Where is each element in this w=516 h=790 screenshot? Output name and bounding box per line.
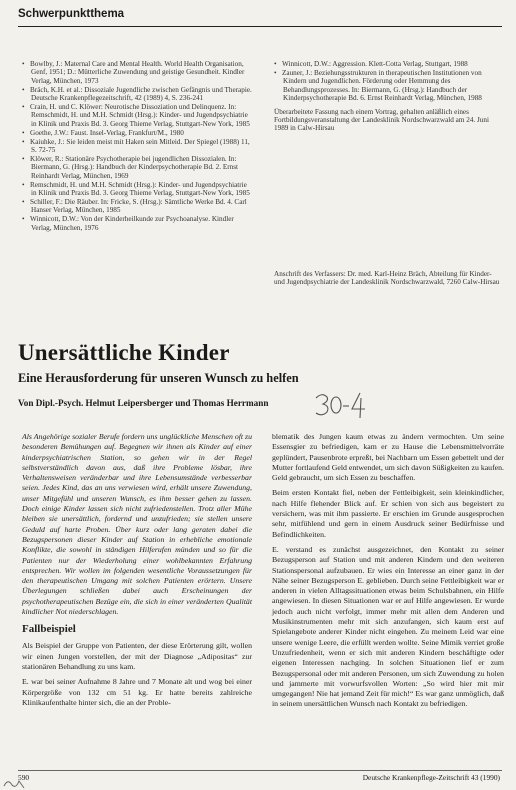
reference-bullet: • [22,128,25,137]
journal-name: Deutsche Krankenpflege-Zeitschrift 43 (1990) [362,773,500,782]
reference-text: Klöwer, R.: Stationäre Psychotherapie bei jugendlichen Dissozialen. In: Biermann, G. (Hrsg.): Handbuch der Kinderpsychotherapie Bd. 2. Ernst Reinhardt Verlag, München, 1969 [30,154,238,180]
header-rule [18,26,502,27]
reference-item [22,60,254,85]
section-heading-fallbeispiel: Fallbeispiel [22,623,76,636]
article-intro: Als Angehörige sozialer Berufe fordern uns unglückliche Menschen oft zu besonderen Bemühungen auf. Begegnen wir ihnen als Kinder auf einer kinderpsychiatrischen Station, so gehen wir in der Regel selbstverständlich davon aus, daß ihre Probleme lösbar, ihre Verhaltensweisen veränderbar und ihre Lebensumstände verbesserbar seien. Jedes Kind, das an uns verwiesen wird, erhält unsere Zuwendung, unser Mitgefühl und unseren Wunsch, es ihm besser gehen zu lassen. Doch einige Kinder lassen sich nicht zufriedenstellen. Trotz aller Mühe bleiben sie unersättlich, fordernd und unzufrieden; sie stellen unsere Geduld auf harte Proben. Über kurz oder lang geraten dabei die Bezugspersonen dieser Kinder auf Station in erhebliche emotionale Konflikte, die sowohl in ständigen Hilferufen münden und so für die Patienten nur der Wiederholung einer wohlbekannten Erfahrung entsprechen. Wir wollen im folgenden wesentliche Voraussetzungen für den therapeutischen Umgang mit solchen Patienten erörtern. Unsere Überlegungen schließen dabei auch Erscheinungen der psychotherapeutischen Bezüge ein, die sich in einer veränderten Qualität kindlicher Not niederschlagen. [22,432,252,617]
reference-text: Goethe, J.W.: Faust. Insel-Verlag, Frankfurt/M., 1980 [30,128,184,137]
reference-bullet: • [22,198,25,206]
reference-item [22,138,254,155]
body-column-right [272,432,504,715]
reference-item [274,69,502,103]
handwritten-note-image [312,390,370,420]
references-note: Überarbeitete Fassung nach einem Vortrag, gehalten anläßlich eines Fortbildungsveranstaltung der Landesklinik Nordschwarzwald am 24. Juni 1989 in Calw-Hirsau [274,107,489,133]
page-number: 590 [18,773,30,782]
reference-item [22,86,254,103]
reference-text: Kaiuhke, J.: Sie leiden meist mit Haken sein Mitleid. Der Spiegel (1988) 11, S. 72-75 [30,137,250,155]
reference-bullet: • [274,60,277,68]
footer-rule [18,770,502,771]
reference-text: Crain, H. und C. Klöwer: Neurotische Dissoziation und Delinquenz. In: Remschmidt, H. und M.H. Schmidt (Hrsg.): Kinder- und Jugendpsychiatrie in Klinik und Praxis Bd. 3. Georg Thieme Verlag, Stuttgart-New York, 1985 [30,103,250,128]
reference-text: Bräch, K.H. et al.: Dissoziale Jugendliche zwischen Gefängnis und Therapie. Deutsche Krankenpflegezeitschrift, 42 (1989) 4, S. 236-241 [30,85,252,103]
reference-text: Zauner, J.: Beziehungsstrukturen in therapeutischen Institutionen von Kindern und Jugendlichen. Förderung oder Hemmung des Behandlungsprozesses. In: Biermann, G. (Hrsg.): Handbuch der Kinderpsychotherapie Bd. 6. Ernst Reinhardt Verlag, München, 1988 [282,68,482,103]
reference-bullet: • [22,215,25,224]
reference-item [22,198,254,215]
reference-bullet: • [22,60,25,68]
reference-text: Winnicott, D.W.: Von der Kinderheilkunde zur Psychoanalyse. Kindler Verlag, München, 1976 [30,215,234,232]
body-paragraph: Beim ersten Kontakt fiel, neben der Fettleibigkeit, sein kleinkindlicher, nach Hilfe flehender Blick auf. Er schien von sich aus begeistert zu versichern, was mit ihm passierte. Er erschien im Grunde ausgesprochen sehr, mitfühlend und gern in einem Ausdruck seiner Bedürfnisse und Befindlichkeiten. [272,488,504,539]
reference-text: Bowlby, J.: Maternal Care and Mental Health. World Health Organisation, Genf, 1951; D.: Mütterliche Zuwendung und geistige Gesundheit. Kindler Verlag, München, 1973 [30,60,245,85]
reference-item [274,60,502,68]
body-paragraph: E. verstand es zunächst ausgezeichnet, den Kontakt zu seiner Bezugsperson auf Station und mit anderen Kindern und den weiteren Stationspersonal aufzubauen. Er wies ein Interesse an einer ganz in der Nähe seiner Bezugsperson E. geblieben. Durch seine Fettleibigkeit war er anderen in vielen Alltagssituationen etwas beim Schulsbahnen, ein Hilfe angewiesen. In diesen Situationen war er auf Hilfe angewiesen. Er wurde jedoch auch nicht verfolgt, immer mehr mit allen dem Anderen und Musikinstrumenten mehr mit sich anzufangen, sich kaum erst auf Spielangebote anderer Kinder nicht eingehen. Zu meinem Leid war eine unsere wenige Leere, die erfüllt werden wollte. Seine Mimik verriet große Unzufriedenheit, wenn er sich mit anderen Kindern beschäftigte oder eigenen Interessen nachging. In solchen Situationen lief er zum Bezugspersonal oder mit anderen Personen, um sich Zuwendung zu holen und jammerte mit vorwurfsvollen Worten: „So wird hier mit mir umgegangen! Nie hat jemand Zeit für mich!“ Es war ganz unmöglich, daß in seinem unersättlichen Wunsch nach Kontakt zu befriedigen. [272,544,504,709]
body-paragraph: Als Beispiel der Gruppe von Patienten, der diese Erörterung gilt, wollen wir einen Jungen vorstellen, der mit der Diagnose „Adipositas“ zur stationären Behandlung zu uns kam. [22,641,252,671]
reference-item [22,215,254,232]
body-column-left [22,432,252,713]
article-byline: Von Dipl.-Psych. Helmut Leipersberger und Thomas Herrmann [18,398,269,408]
reference-item [22,103,254,128]
reference-bullet: • [274,68,277,77]
body-paragraph: E. war bei seiner Aufnahme 8 Jahre und 7 Monate alt und wog bei einer Körpergröße von 132 cm 51 kg. Er hatte bereits zahlreiche Klinikaufenthalte hinter sich, die an der Proble- [22,677,252,707]
article-subtitle: Eine Herausforderung für unseren Wunsch zu helfen [18,371,299,385]
margin-scribble-image [2,776,28,790]
article-title: Unersättliche Kinder [18,340,230,365]
reference-bullet: • [22,103,25,112]
reference-item [22,155,254,180]
section-label: Schwerpunktthema [18,8,125,20]
reference-item [22,181,254,198]
reference-bullet: • [22,154,25,163]
references-left [22,60,254,233]
reference-bullet: • [22,137,25,146]
reference-text: Remschmidt, H. und M.H. Schmidt (Hrsg.): Kinder- und Jugendpsychiatrie in Klinik und Praxis Bd. 3. Georg Thieme Verlag, Stuttgart-New York, 1985 [30,180,250,198]
reference-text: Winnicott, D.W.: Aggression. Klett-Cotta Verlag, Stuttgart, 1988 [282,60,468,68]
body-paragraph: blematik des Jungen kaum etwas zu ändern vermochten. Um seine Essensgier zu befriedigen, kam er zu Hause die Lebensmittelvorräte geplündert, Pausenbrote erpreßt, bei Nachbarn um Essen gebettelt und der Mutter fortlaufend Geld entwendet, um sich davon Süßigkeiten zu kaufen. Geld gebraucht, um sich Essen zu beschaffen. [272,432,504,483]
reference-bullet: • [22,180,25,189]
reference-bullet: • [22,85,25,94]
references-right [274,60,502,133]
author-address-note: Anschrift des Verfassers: Dr. med. Karl-Heinz Bräch, Abteilung für Kinder- und Jugendpsychiatrie der Landesklinik Nordschwarzwald, 7260 Calw-Hirsau [274,270,500,287]
reference-item [22,129,254,137]
reference-text: Schiller, F.: Die Räuber. In: Fricke, S. (Hrsg.): Sämtliche Werke Bd. 4. Carl Hanser Verlag, München, 1985 [30,198,247,215]
